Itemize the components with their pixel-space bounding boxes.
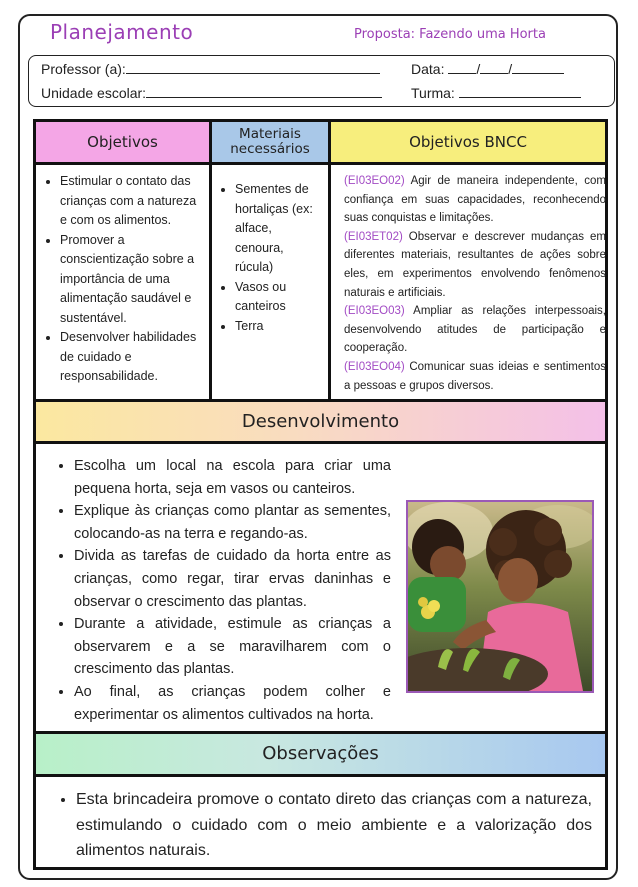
school-label: Unidade escolar: [41, 85, 147, 101]
bncc-list [344, 172, 606, 395]
material-item: • Terra [235, 317, 323, 337]
objective-item: • Promover a conscientização sobre a importância de uma alimentação saudável e sustentável. [60, 231, 205, 329]
bncc-code: (EI03EO02) [344, 175, 405, 187]
bncc-item [344, 302, 606, 358]
info-box [28, 55, 615, 107]
plan-grid [33, 119, 608, 870]
bncc-header: Objetivos BNCC [331, 122, 605, 162]
materials-header-line2: necessários [230, 141, 310, 157]
materials-header-line1: Materiais [239, 126, 301, 142]
date-year-line [512, 60, 564, 74]
objectives-list [42, 172, 205, 387]
bncc-text: Agir de maneira independente, com confiança em suas capacidades, reconhecendo suas conquistas e limitações. [344, 175, 606, 225]
page-title: Planejamento [50, 20, 194, 44]
objective-item: • Estimular o contato das crianças com a natureza e com os alimentos. [60, 172, 205, 231]
material-item: • Vasos ou canteiros [235, 278, 323, 317]
development-header: Desenvolvimento [36, 402, 605, 441]
teacher-field[interactable] [41, 60, 380, 77]
school-field[interactable] [41, 84, 382, 101]
section-divider [36, 441, 605, 444]
teacher-line [126, 60, 380, 74]
materials-list [217, 180, 323, 336]
class-line [459, 84, 581, 98]
bncc-text: Ampliar as relações interpessoais, desenvolvendo atitudes de participação e cooperação. [344, 305, 606, 355]
bncc-text: Observar e descrever mudanças em diferentes materiais, resultantes de ações sobre eles, em experimentos envolvendo fenômenos naturais e artificiais. [344, 230, 606, 299]
bncc-item [344, 228, 606, 302]
proposal-title: Proposta: Fazendo uma Horta [354, 27, 546, 42]
objectives-header: Objetivos [36, 122, 209, 162]
development-item: • Ao final, as crianças podem colher e experimentar os alimentos cultivados na horta. [74, 681, 391, 726]
date-field[interactable]: Data: / / [411, 60, 564, 77]
bncc-code: (EI03ET02) [344, 230, 403, 243]
bncc-item [344, 172, 606, 228]
school-line [146, 84, 382, 98]
development-item: • Divida as tarefas de cuidado da horta entre as crianças, como regar, tirar ervas daninhas e observar o crescimento das plantas. [74, 545, 391, 613]
development-item: • Explique às crianças como plantar as sementes, colocando-as na terra e regando-as. [74, 500, 391, 545]
bncc-text: Comunicar suas ideias e sentimentos a pessoas e grupos diversos. [344, 360, 606, 392]
children-gardening-photo [406, 500, 594, 693]
bncc-code: (EI03EO04) [344, 360, 405, 373]
bncc-item [344, 358, 606, 395]
observations-header: Observações [36, 734, 605, 774]
material-item: • Sementes de hortaliças (ex: alface, cenoura, rúcula) [235, 180, 323, 278]
development-item: • Durante a atividade, estimule as crianças a observarem e a se maravilharem com o crescimento das plantas. [74, 613, 391, 681]
objective-item: • Desenvolver habilidades de cuidado e responsabilidade. [60, 328, 205, 387]
observation-item: • Esta brincadeira promove o contato direto das crianças com a natureza, estimulando o cuidado com o meio ambiente e a valorização dos alimentos naturais. [76, 787, 592, 864]
class-field[interactable] [411, 84, 581, 101]
header-divider [36, 162, 605, 165]
date-day-line [448, 60, 476, 74]
teacher-label: Professor (a): [41, 61, 126, 77]
section-divider [36, 774, 605, 777]
development-item: • Escolha um local na escola para criar uma pequena horta, seja em vasos ou canteiros. [74, 455, 391, 500]
development-list [56, 455, 391, 726]
bncc-code: (EI03EO03) [344, 305, 405, 318]
materials-header [212, 122, 328, 162]
date-month-line [480, 60, 508, 74]
date-label: Data: [411, 61, 445, 77]
class-label: Turma: [411, 85, 455, 101]
observations-list [56, 787, 592, 864]
